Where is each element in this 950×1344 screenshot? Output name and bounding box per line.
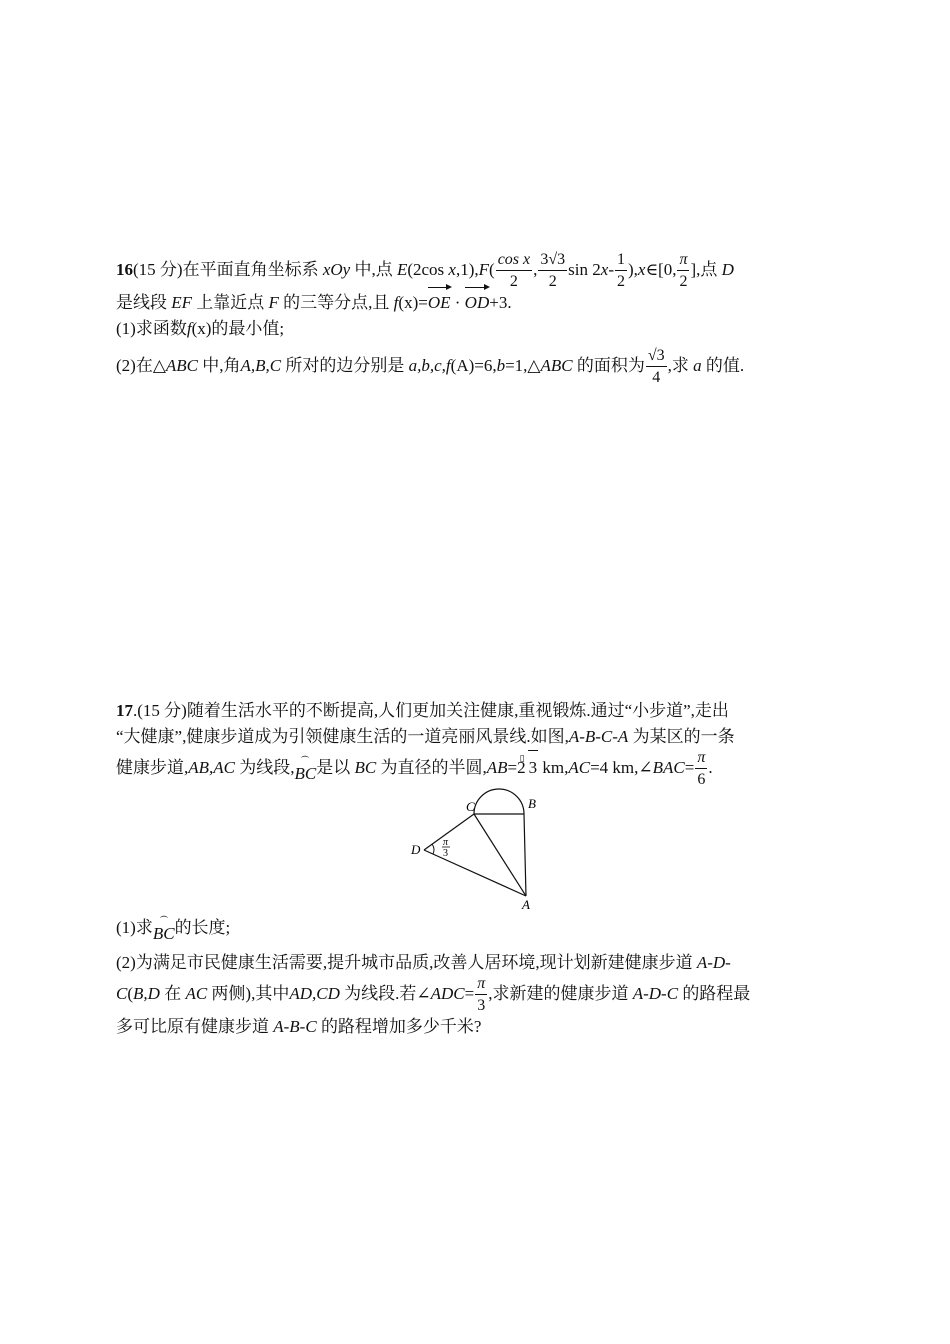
text: sin 2 bbox=[568, 259, 601, 279]
label-c: C bbox=[466, 799, 475, 814]
text: 中,角 bbox=[202, 355, 241, 375]
text: 在平面直角坐标系 bbox=[182, 259, 319, 279]
fraction-denominator: 3 bbox=[477, 997, 486, 1014]
fraction-numerator: π bbox=[695, 750, 707, 769]
text: 为线段, bbox=[239, 758, 295, 777]
math-var: ADC bbox=[430, 983, 465, 1003]
text: ,求新建的健康步道 bbox=[488, 983, 629, 1003]
sqrt bbox=[526, 750, 539, 785]
fraction bbox=[695, 750, 707, 788]
math-var: a bbox=[693, 355, 702, 375]
semicircle-bc bbox=[474, 789, 524, 814]
text: “大健康”,健康步道成为引领健康生活的一道亮丽风景线.如图, bbox=[116, 727, 569, 746]
label-b: B bbox=[528, 796, 536, 811]
math-var: E bbox=[396, 259, 408, 279]
fraction-numerator: π bbox=[677, 252, 689, 271]
radicand: ▯ 3 bbox=[528, 750, 539, 785]
text: , bbox=[533, 259, 538, 279]
math-var: x bbox=[600, 259, 609, 279]
arc-bc: ⌒ BC bbox=[153, 918, 175, 950]
angle-label-denominator: 3 bbox=[443, 848, 448, 859]
math-var: F bbox=[478, 259, 490, 279]
problem-17-line-2 bbox=[116, 724, 836, 750]
text: =2 bbox=[507, 758, 526, 777]
problem-17-part-1 bbox=[116, 912, 836, 950]
math-var: A-D-C bbox=[632, 983, 679, 1003]
segment-ab bbox=[524, 814, 526, 896]
fraction bbox=[677, 252, 689, 290]
problem-17-line-3 bbox=[116, 750, 836, 791]
math-var: EF bbox=[171, 293, 193, 312]
math-var: x bbox=[448, 259, 456, 279]
math-var: B,D bbox=[133, 983, 160, 1003]
problem-17-part-2-line-3 bbox=[116, 1014, 836, 1040]
segment-cd bbox=[424, 814, 474, 850]
fraction-numerator: π bbox=[475, 976, 487, 995]
text: 的面积为 bbox=[576, 355, 645, 375]
fraction-denominator: 2 bbox=[509, 273, 518, 290]
text: 的路程最 bbox=[682, 983, 751, 1003]
fraction-numerator: 1 bbox=[615, 252, 627, 271]
math-var: xOy bbox=[322, 259, 351, 279]
problem-score: .(15 分) bbox=[133, 701, 187, 720]
text: ],点 bbox=[690, 259, 718, 279]
arc-bc: ⌒ BC bbox=[295, 757, 317, 791]
label-d: D bbox=[411, 842, 421, 857]
text: (x) bbox=[398, 293, 419, 312]
math-var: A,B,C bbox=[240, 355, 282, 375]
text: =1,△ bbox=[505, 355, 541, 375]
text: ,1), bbox=[455, 259, 479, 279]
fraction-denominator: 2 bbox=[679, 273, 688, 290]
text: 上靠近点 bbox=[196, 293, 265, 312]
text: 为线段.若∠ bbox=[344, 983, 431, 1003]
fraction-denominator: 2 bbox=[616, 273, 625, 290]
math-var: BC bbox=[354, 758, 377, 777]
math-var: C bbox=[116, 983, 128, 1003]
text: - bbox=[608, 259, 614, 279]
text: · bbox=[454, 293, 461, 312]
math-var: AC bbox=[568, 758, 591, 777]
math-var: f bbox=[393, 293, 399, 312]
math-var: b bbox=[496, 355, 506, 375]
text: = bbox=[684, 758, 695, 777]
problem-16-part-2 bbox=[116, 348, 836, 386]
vector-od: OD bbox=[465, 290, 490, 316]
text: 是以 bbox=[316, 758, 351, 777]
text: (2)为满足市民健康生活需要,提升城市品质,改善人居环境,现计划新建健康步道 bbox=[116, 953, 693, 972]
fraction bbox=[538, 252, 567, 290]
text: ), bbox=[627, 259, 638, 279]
problem-17-line-1 bbox=[116, 698, 836, 724]
text: 所对的边分别是 bbox=[285, 355, 405, 375]
text: = bbox=[418, 293, 428, 312]
text: +3. bbox=[489, 293, 512, 312]
problem-16-line-2 bbox=[116, 290, 836, 316]
math-var: ABC bbox=[540, 355, 573, 375]
fraction-numerator: 3√3 bbox=[538, 252, 567, 271]
text: 多可比原有健康步道 bbox=[116, 1017, 269, 1036]
problem-16 bbox=[116, 252, 836, 386]
text: 的三等分点,且 bbox=[283, 293, 390, 312]
problem-number: 16 bbox=[116, 259, 133, 279]
text: (1)求 bbox=[116, 918, 153, 937]
text: 在 bbox=[164, 983, 182, 1003]
figure-svg bbox=[404, 788, 564, 916]
math-var: AD,CD bbox=[289, 983, 340, 1003]
math-var: A-B-C bbox=[273, 1017, 317, 1036]
text: =4 km,∠ bbox=[590, 758, 653, 777]
fraction bbox=[475, 976, 487, 1014]
text: 是线段 bbox=[116, 293, 167, 312]
angle-label-numerator: π bbox=[443, 837, 449, 848]
problem-17 bbox=[116, 698, 836, 791]
text: = bbox=[464, 983, 475, 1003]
fraction-denominator: 4 bbox=[652, 369, 661, 386]
angle-arc-d bbox=[432, 844, 434, 854]
fraction bbox=[646, 348, 667, 386]
text: 的路程增加多少千米? bbox=[320, 1017, 482, 1036]
text: ( bbox=[489, 259, 495, 279]
text: 中,点 bbox=[354, 259, 393, 279]
fraction-numerator: cos x bbox=[496, 252, 532, 271]
math-var: ABC bbox=[165, 355, 199, 375]
math-var: A-D- bbox=[696, 953, 731, 972]
text: ∈[0, bbox=[645, 259, 677, 279]
fraction-numerator: √3 bbox=[646, 348, 667, 367]
math-var: AB bbox=[486, 758, 508, 777]
vector-oe: OE bbox=[428, 290, 451, 316]
text: 随着生活水平的不断提高,人们更加关注健康,重视锻炼.通过“小步道”,走出 bbox=[186, 701, 729, 720]
math-var: f bbox=[186, 319, 192, 338]
text: ,求 bbox=[667, 355, 689, 375]
text: 两侧),其中 bbox=[211, 983, 290, 1003]
math-var: A-B-C-A bbox=[568, 727, 629, 746]
fraction-denominator: 2 bbox=[548, 273, 557, 290]
segment-ad bbox=[424, 850, 526, 896]
problem-16-line-1 bbox=[116, 252, 836, 290]
text: 的值. bbox=[705, 355, 745, 375]
text: km, bbox=[538, 758, 569, 777]
fraction-denominator: 6 bbox=[697, 771, 706, 789]
text: ( bbox=[127, 983, 134, 1003]
text: 的长度; bbox=[174, 918, 231, 937]
text: (1)求函数 bbox=[116, 319, 187, 338]
problem-score: (15 分) bbox=[133, 259, 183, 279]
problem-16-part-1 bbox=[116, 316, 836, 342]
math-var: D bbox=[721, 259, 734, 279]
fraction bbox=[615, 252, 627, 290]
math-var: AC bbox=[185, 983, 208, 1003]
problem-17-part-2-line-1 bbox=[116, 950, 836, 976]
text: 健康步道, bbox=[116, 758, 189, 777]
text: . bbox=[708, 758, 713, 777]
text: 的最小值; bbox=[211, 319, 285, 338]
math-var: a,b,c,f bbox=[408, 355, 451, 375]
text: 为直径的半圆, bbox=[380, 758, 487, 777]
math-var: BAC bbox=[652, 758, 685, 777]
text: (A)=6, bbox=[450, 355, 497, 375]
fraction bbox=[496, 252, 532, 290]
problem-17-part-2-line-2 bbox=[116, 976, 836, 1014]
math-var: x bbox=[637, 259, 646, 279]
math-var: AB,AC bbox=[188, 758, 235, 777]
text: 为某区的一条 bbox=[632, 727, 735, 746]
math-var: F bbox=[268, 293, 279, 312]
text: (2cos bbox=[407, 259, 449, 279]
problem-number: 17 bbox=[116, 701, 133, 720]
geometry-figure bbox=[404, 788, 564, 916]
text: (x) bbox=[191, 319, 212, 338]
label-a: A bbox=[522, 897, 530, 912]
problem-17-parts bbox=[116, 912, 836, 1040]
text: (2)在△ bbox=[116, 355, 166, 375]
